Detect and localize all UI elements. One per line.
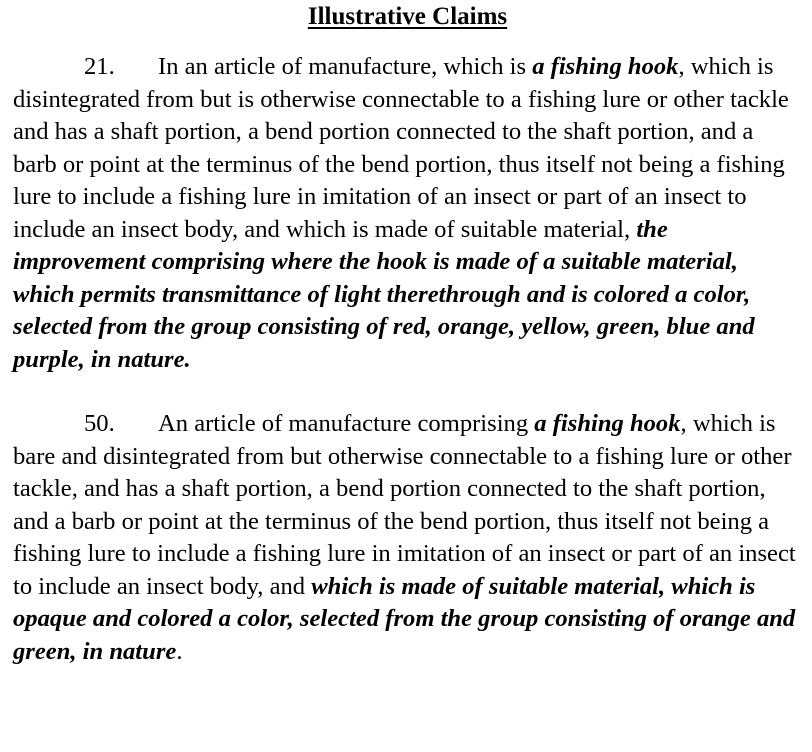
claim-text: In an article of manufacture, which is bbox=[158, 53, 533, 80]
claim-number: 50. bbox=[84, 410, 115, 437]
claim-emphasis: which is made of suitable material, which is opaque and colored a color, selected from the group consisting of orange and green, in nature bbox=[13, 572, 796, 665]
claim-50 bbox=[13, 408, 802, 668]
claim-text: An article of manufacture comprising bbox=[158, 410, 535, 437]
claim-emphasis: a fishing hook bbox=[532, 53, 679, 80]
claim-21 bbox=[13, 51, 802, 376]
claim-text: , which is disintegrated from but is otherwise connectable to a fishing lure or other tackle and has a shaft portion, a bend portion connected to the shaft portion, and a barb or point at the terminus of the bend portion, thus itself not being a fishing lure to include a fishing lure in imitation of an insect or part of an insect to include an insect body, and which is made of suitable material, bbox=[13, 53, 789, 243]
document-title: Illustrative Claims bbox=[307, 3, 508, 30]
claim-emphasis: the improvement comprising where the hook is made of a suitable material, which permits transmittance of light therethrough and is colored a color, selected from the group consisting of red, orange, yellow, green, blue and purple, in nature. bbox=[13, 215, 755, 373]
claim-text: . bbox=[176, 637, 183, 665]
claim-emphasis: a fishing hook bbox=[534, 410, 681, 437]
claim-number: 21. bbox=[84, 53, 115, 80]
claim-text: , which is bare and disintegrated from but otherwise connectable to a fishing lure or other tackle, and has a shaft portion, a bend portion connected to the shaft portion, and a barb or point at the terminus of the bend portion, thus itself not being a fishing lure to include a fishing lure in imitation of an insect or part of an insect to include an insect body, and bbox=[13, 410, 796, 600]
